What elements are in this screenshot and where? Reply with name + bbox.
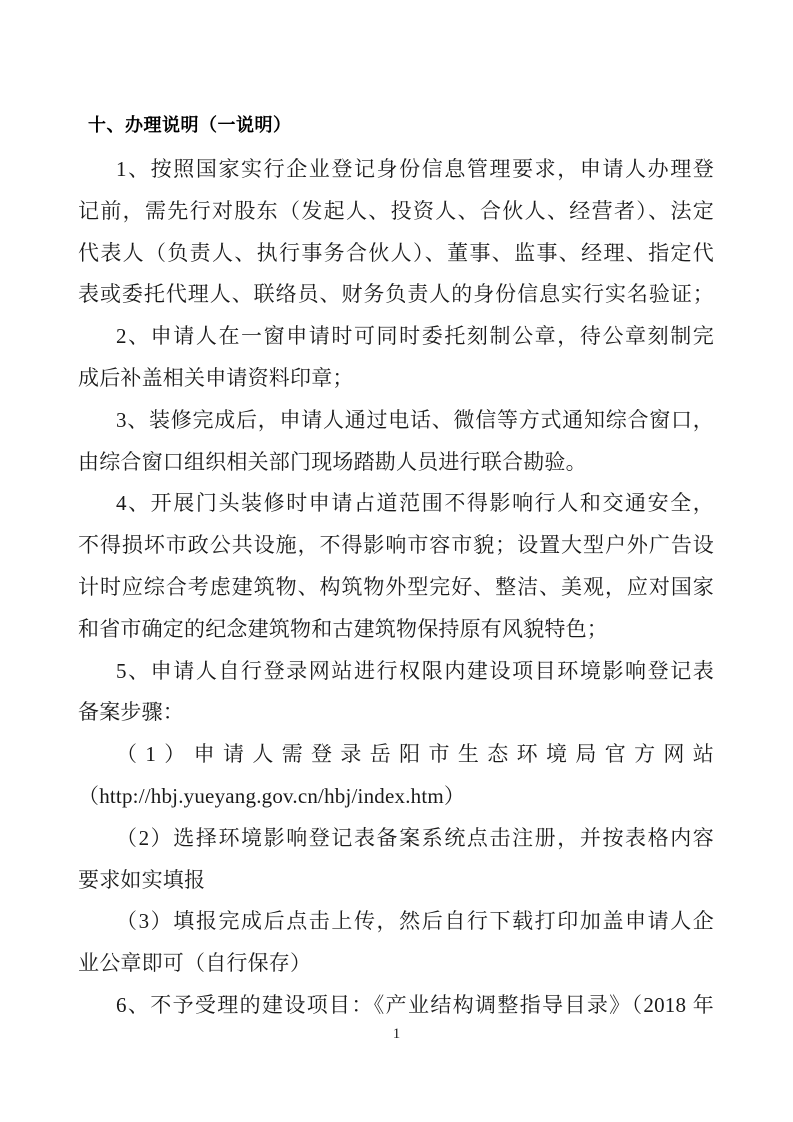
text-line: 成后补盖相关申请资料印章；: [78, 365, 354, 390]
text-line: （1）申请人需登录岳阳市生态环境局官方网站: [116, 742, 714, 767]
text-line: 不得损坏市政公共设施，不得影响市容市貌；设置大型户外广告设: [78, 533, 714, 558]
text-line: （http://hbj.yueyang.gov.cn/hbj/index.htm）: [78, 783, 466, 808]
text-line: 业公章即可（自行保存）: [78, 951, 312, 976]
text-line: 2、申请人在一窗申请时可同时委托刻制公章，待公章刻制完: [116, 324, 714, 349]
section-heading: 十、办理说明（一说明）: [88, 115, 292, 135]
text-line: 表或委托代理人、联络员、财务负责人的身份信息实行实名验证；: [78, 282, 714, 307]
text-line: （2）选择环境影响登记表备案系统点击注册，并按表格内容: [116, 825, 714, 850]
text-line: 代表人（负责人、执行事务合伙人）、董事、监事、经理、指定代: [78, 240, 714, 265]
text-line: 记前，需先行对股东（发起人、投资人、合伙人、经营者）、法定: [78, 198, 714, 223]
text-line: 要求如实填报: [78, 867, 206, 892]
text-line: 6、不予受理的建设项目：《产业结构调整指导目录》（2018 年: [116, 992, 714, 1017]
text-line: 计时应综合考虑建筑物、构筑物外型完好、整洁、美观，应对国家: [78, 574, 714, 599]
text-line: 5、申请人自行登录网站进行权限内建设项目环境影响登记表: [116, 658, 714, 683]
text-line: 备案步骤：: [78, 700, 184, 725]
text-line: 由综合窗口组织相关部门现场踏勘人员进行联合勘验。: [78, 449, 587, 474]
text-line: 3、装修完成后，申请人通过电话、微信等方式通知综合窗口，: [116, 407, 714, 432]
text-line: 4、开展门头装修时申请占道范围不得影响行人和交通安全，: [116, 491, 714, 516]
document-body: [78, 149, 714, 1027]
text-line: 和省市确定的纪念建筑物和古建筑物保持原有风貌特色；: [78, 616, 608, 641]
text-line: （3）填报完成后点击上传，然后自行下载打印加盖申请人企: [116, 909, 714, 934]
page-number: 1: [392, 1026, 401, 1042]
text-line: 1、按照国家实行企业登记身份信息管理要求，申请人办理登: [116, 157, 714, 181]
